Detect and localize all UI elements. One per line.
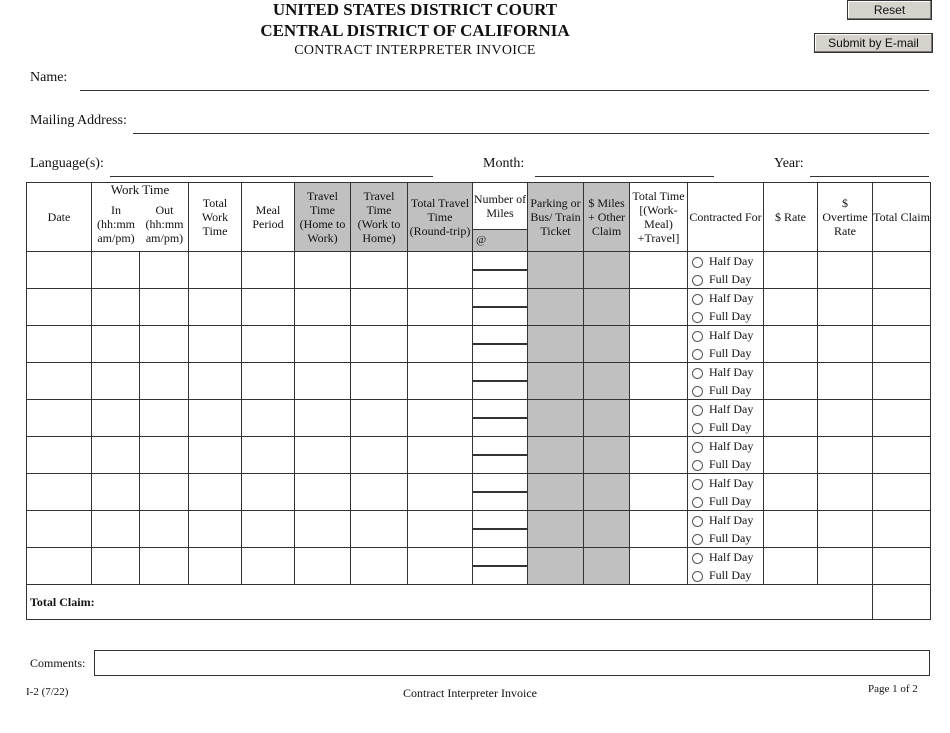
invoice-table (26, 182, 931, 620)
travel-work-home-cell[interactable] (351, 252, 408, 289)
total-travel-cell[interactable] (408, 548, 473, 585)
full-day-option[interactable] (688, 344, 763, 362)
table-row (27, 474, 931, 511)
full-day-label: Full Day (709, 383, 752, 397)
full-day-option[interactable] (688, 307, 763, 325)
time-in-cell[interactable] (92, 326, 140, 363)
miles-other-cell[interactable] (584, 289, 630, 326)
meal-period-cell[interactable] (242, 548, 295, 585)
work-time-label: Work Time (110, 182, 170, 197)
parking-cell[interactable] (528, 474, 584, 511)
contracted-cell (688, 400, 764, 437)
travel-home-work-cell[interactable] (295, 400, 351, 437)
radio-icon[interactable] (692, 386, 703, 397)
table-header-row (27, 183, 931, 252)
full-day-option[interactable] (688, 529, 763, 547)
total-travel-cell[interactable] (408, 474, 473, 511)
total-travel-cell[interactable] (408, 437, 473, 474)
half-day-option[interactable] (688, 252, 763, 270)
rate-cell[interactable] (764, 511, 818, 548)
col-out-header: Out (hh:mm am/pm) (145, 203, 184, 245)
col-total-time-header: Total Time [(Work-Meal) +Travel] (630, 183, 688, 252)
total-time-cell[interactable] (630, 437, 688, 474)
half-day-label: Half Day (709, 550, 754, 564)
miles-cell[interactable] (473, 252, 528, 289)
travel-work-home-cell[interactable] (351, 511, 408, 548)
half-day-label: Half Day (709, 328, 754, 342)
rate-cell[interactable] (764, 326, 818, 363)
mailing-address-field[interactable] (133, 133, 929, 134)
miles-other-cell[interactable] (584, 548, 630, 585)
travel-home-work-cell[interactable] (295, 511, 351, 548)
radio-icon[interactable] (692, 442, 703, 453)
travel-work-home-cell[interactable] (351, 289, 408, 326)
language-label: Language(s): (30, 156, 104, 171)
overtime-rate-cell[interactable] (818, 326, 873, 363)
table-row (27, 437, 931, 474)
full-day-option[interactable] (688, 566, 763, 584)
miles-input[interactable] (473, 492, 527, 493)
total-work-cell[interactable] (189, 289, 242, 326)
half-day-label: Half Day (709, 365, 754, 379)
col-contracted-header: Contracted For (688, 183, 764, 252)
miles-other-cell[interactable] (584, 511, 630, 548)
time-out-cell[interactable] (140, 289, 189, 326)
overtime-rate-cell[interactable] (818, 289, 873, 326)
contracted-cell (688, 511, 764, 548)
date-cell[interactable] (27, 326, 92, 363)
total-work-cell[interactable] (189, 326, 242, 363)
total-travel-cell[interactable] (408, 326, 473, 363)
rate-cell[interactable] (764, 474, 818, 511)
parking-cell[interactable] (528, 363, 584, 400)
year-field[interactable] (810, 176, 929, 177)
col-rate-header: $ Rate (764, 183, 818, 252)
total-claim-cell[interactable] (873, 326, 931, 363)
language-field[interactable] (110, 176, 433, 177)
col-date-header: Date (27, 183, 92, 252)
time-out-cell[interactable] (140, 400, 189, 437)
table-row (27, 289, 931, 326)
col-total-work-header: Total Work Time (189, 183, 242, 252)
total-work-cell[interactable] (189, 474, 242, 511)
full-day-label: Full Day (709, 457, 752, 471)
total-work-cell[interactable] (189, 363, 242, 400)
month-field[interactable] (535, 176, 714, 177)
table-row (27, 548, 931, 585)
travel-work-home-cell[interactable] (351, 363, 408, 400)
date-cell[interactable] (27, 511, 92, 548)
date-cell[interactable] (27, 363, 92, 400)
miles-input[interactable] (473, 307, 527, 308)
contracted-cell (688, 437, 764, 474)
radio-icon[interactable] (692, 534, 703, 545)
overtime-rate-cell[interactable] (818, 400, 873, 437)
rate-cell[interactable] (764, 548, 818, 585)
month-label: Month: (483, 156, 525, 171)
meal-period-cell[interactable] (242, 437, 295, 474)
travel-home-work-cell[interactable] (295, 548, 351, 585)
time-out-cell[interactable] (140, 363, 189, 400)
radio-icon[interactable] (692, 516, 703, 527)
date-cell[interactable] (27, 289, 92, 326)
meal-period-cell[interactable] (242, 474, 295, 511)
miles-input[interactable] (473, 566, 527, 567)
submit-email-button[interactable]: Submit by E-mail (814, 33, 933, 53)
half-day-label: Half Day (709, 439, 754, 453)
radio-icon[interactable] (692, 497, 703, 508)
total-time-cell[interactable] (630, 363, 688, 400)
col-meal-header: Meal Period (242, 183, 295, 252)
half-day-label: Half Day (709, 254, 754, 268)
total-time-cell[interactable] (630, 252, 688, 289)
overtime-rate-cell[interactable] (818, 363, 873, 400)
meal-period-cell[interactable] (242, 326, 295, 363)
full-day-label: Full Day (709, 531, 752, 545)
miles-cell[interactable] (473, 474, 528, 511)
full-day-option[interactable] (688, 418, 763, 436)
total-travel-cell[interactable] (408, 511, 473, 548)
miles-other-cell[interactable] (584, 437, 630, 474)
full-day-option[interactable] (688, 381, 763, 399)
time-out-cell[interactable] (140, 474, 189, 511)
time-out-cell[interactable] (140, 437, 189, 474)
col-in-header: In (hh:mm am/pm) (97, 203, 135, 245)
time-in-cell[interactable] (92, 474, 140, 511)
half-day-option[interactable] (688, 437, 763, 455)
date-cell[interactable] (27, 252, 92, 289)
overtime-rate-cell[interactable] (818, 474, 873, 511)
comments-label: Comments: (30, 656, 86, 670)
half-day-label: Half Day (709, 513, 754, 527)
miles-cell[interactable] (473, 363, 528, 400)
col-miles-other-header: $ Miles + Other Claim (584, 183, 630, 252)
full-day-option[interactable] (688, 492, 763, 510)
page-number: Page 1 of 2 (868, 683, 918, 695)
table-row (27, 326, 931, 363)
total-time-cell[interactable] (630, 474, 688, 511)
radio-icon[interactable] (692, 571, 703, 582)
footer-title: Contract Interpreter Invoice (403, 686, 537, 700)
radio-icon[interactable] (692, 275, 703, 286)
grand-total-field[interactable] (873, 585, 931, 620)
total-time-cell[interactable] (630, 289, 688, 326)
rate-cell[interactable] (764, 252, 818, 289)
parking-cell[interactable] (528, 548, 584, 585)
radio-icon[interactable] (692, 312, 703, 323)
total-claim-cell[interactable] (873, 437, 931, 474)
travel-work-home-cell[interactable] (351, 326, 408, 363)
miles-other-cell[interactable] (584, 252, 630, 289)
full-day-label: Full Day (709, 309, 752, 323)
full-day-label: Full Day (709, 272, 752, 286)
full-day-label: Full Day (709, 346, 752, 360)
contracted-cell (688, 363, 764, 400)
travel-home-work-cell[interactable] (295, 326, 351, 363)
meal-period-cell[interactable] (242, 363, 295, 400)
time-in-cell[interactable] (92, 548, 140, 585)
total-work-cell[interactable] (189, 252, 242, 289)
comments-field[interactable] (94, 650, 930, 676)
total-travel-cell[interactable] (408, 252, 473, 289)
half-day-option[interactable] (688, 400, 763, 418)
half-day-label: Half Day (709, 291, 754, 305)
radio-icon[interactable] (692, 349, 703, 360)
parking-cell[interactable] (528, 437, 584, 474)
time-out-cell[interactable] (140, 511, 189, 548)
rate-cell[interactable] (764, 363, 818, 400)
table-row (27, 400, 931, 437)
radio-icon[interactable] (692, 294, 703, 305)
half-day-option[interactable] (688, 289, 763, 307)
total-work-cell[interactable] (189, 548, 242, 585)
miles-other-cell[interactable] (584, 326, 630, 363)
total-travel-cell[interactable] (408, 363, 473, 400)
total-claim-cell[interactable] (873, 289, 931, 326)
radio-icon[interactable] (692, 479, 703, 490)
total-travel-cell[interactable] (408, 289, 473, 326)
travel-home-work-cell[interactable] (295, 437, 351, 474)
total-claim-cell[interactable] (873, 474, 931, 511)
total-claim-cell[interactable] (873, 252, 931, 289)
year-label: Year: (774, 156, 804, 171)
travel-work-home-cell[interactable] (351, 400, 408, 437)
travel-work-home-cell[interactable] (351, 474, 408, 511)
total-claim-cell[interactable] (873, 511, 931, 548)
meal-period-cell[interactable] (242, 252, 295, 289)
date-cell[interactable] (27, 474, 92, 511)
miles-input[interactable] (473, 381, 527, 382)
half-day-label: Half Day (709, 402, 754, 416)
total-claim-label: Total Claim: (27, 585, 873, 620)
total-work-cell[interactable] (189, 437, 242, 474)
miles-cell[interactable] (473, 511, 528, 548)
overtime-rate-cell[interactable] (818, 511, 873, 548)
total-work-cell[interactable] (189, 400, 242, 437)
travel-home-work-cell[interactable] (295, 252, 351, 289)
time-in-cell[interactable] (92, 252, 140, 289)
contracted-cell (688, 548, 764, 585)
radio-icon[interactable] (692, 368, 703, 379)
total-time-cell[interactable] (630, 400, 688, 437)
form-id: I-2 (7/22) (26, 686, 69, 698)
miles-input[interactable] (473, 270, 527, 271)
col-travel-home-work-header: Travel Time (Home to Work) (295, 183, 351, 252)
col-total-claim-header: Total Claim (873, 183, 931, 252)
miles-cell[interactable] (473, 289, 528, 326)
travel-home-work-cell[interactable] (295, 474, 351, 511)
full-day-label: Full Day (709, 420, 752, 434)
full-day-label: Full Day (709, 568, 752, 582)
radio-icon[interactable] (692, 553, 703, 564)
meal-period-cell[interactable] (242, 511, 295, 548)
name-field[interactable] (80, 90, 929, 91)
date-cell[interactable] (27, 437, 92, 474)
name-label: Name: (30, 70, 68, 85)
total-time-cell[interactable] (630, 511, 688, 548)
table-row (27, 363, 931, 400)
miles-other-cell[interactable] (584, 400, 630, 437)
radio-icon[interactable] (692, 460, 703, 471)
form-title: CONTRACT INTERPRETER INVOICE (294, 43, 536, 58)
radio-icon[interactable] (692, 405, 703, 416)
miles-cell[interactable] (473, 548, 528, 585)
col-overtime-header: $ Overtime Rate (818, 183, 873, 252)
rate-cell[interactable] (764, 289, 818, 326)
full-day-option[interactable] (688, 270, 763, 288)
miles-cell[interactable] (473, 400, 528, 437)
col-miles-header (473, 183, 528, 252)
travel-home-work-cell[interactable] (295, 363, 351, 400)
meal-period-cell[interactable] (242, 400, 295, 437)
table-row (27, 252, 931, 289)
half-day-option[interactable] (688, 363, 763, 381)
parking-cell[interactable] (528, 252, 584, 289)
total-time-cell[interactable] (630, 326, 688, 363)
time-out-cell[interactable] (140, 548, 189, 585)
half-day-option[interactable] (688, 474, 763, 492)
miles-cell[interactable] (473, 326, 528, 363)
meal-period-cell[interactable] (242, 289, 295, 326)
time-in-cell[interactable] (92, 437, 140, 474)
overtime-rate-cell[interactable] (818, 252, 873, 289)
time-in-cell[interactable] (92, 289, 140, 326)
total-travel-cell[interactable] (408, 400, 473, 437)
parking-cell[interactable] (528, 289, 584, 326)
radio-icon[interactable] (692, 423, 703, 434)
half-day-option[interactable] (688, 511, 763, 529)
col-work-time-header (92, 183, 189, 252)
half-day-option[interactable] (688, 548, 763, 566)
miles-input[interactable] (473, 418, 527, 419)
total-claim-cell[interactable] (873, 548, 931, 585)
col-parking-header: Parking or Bus/ Train Ticket (528, 183, 584, 252)
rate-cell[interactable] (764, 400, 818, 437)
contracted-cell (688, 326, 764, 363)
total-claim-cell[interactable] (873, 400, 931, 437)
overtime-rate-cell[interactable] (818, 437, 873, 474)
table-row (27, 511, 931, 548)
time-out-cell[interactable] (140, 252, 189, 289)
total-claim-row (27, 585, 931, 620)
miles-cell[interactable] (473, 437, 528, 474)
parking-cell[interactable] (528, 400, 584, 437)
half-day-label: Half Day (709, 476, 754, 490)
contracted-cell (688, 252, 764, 289)
travel-home-work-cell[interactable] (295, 289, 351, 326)
overtime-rate-cell[interactable] (818, 548, 873, 585)
miles-input[interactable] (473, 455, 527, 456)
full-day-label: Full Day (709, 494, 752, 508)
reset-button[interactable]: Reset (847, 0, 932, 20)
parking-cell[interactable] (528, 326, 584, 363)
radio-icon[interactable] (692, 331, 703, 342)
court-name-line2: CENTRAL DISTRICT OF CALIFORNIA (260, 21, 570, 40)
mailing-address-label: Mailing Address: (30, 113, 127, 128)
col-total-travel-header: Total Travel Time (Round-trip) (408, 183, 473, 252)
miles-other-cell[interactable] (584, 363, 630, 400)
date-cell[interactable] (27, 400, 92, 437)
time-in-cell[interactable] (92, 511, 140, 548)
miles-label: Number of Miles (473, 183, 527, 230)
total-work-cell[interactable] (189, 511, 242, 548)
miles-input[interactable] (473, 529, 527, 530)
miles-rate-label: @ (476, 234, 487, 246)
total-time-cell[interactable] (630, 548, 688, 585)
court-name-line1: UNITED STATES DISTRICT COURT (272, 0, 558, 19)
time-in-cell[interactable] (92, 363, 140, 400)
travel-work-home-cell[interactable] (351, 437, 408, 474)
rate-cell[interactable] (764, 437, 818, 474)
date-cell[interactable] (27, 548, 92, 585)
travel-work-home-cell[interactable] (351, 548, 408, 585)
time-out-cell[interactable] (140, 326, 189, 363)
contracted-cell (688, 474, 764, 511)
full-day-option[interactable] (688, 455, 763, 473)
half-day-option[interactable] (688, 326, 763, 344)
total-claim-cell[interactable] (873, 363, 931, 400)
radio-icon[interactable] (692, 257, 703, 268)
parking-cell[interactable] (528, 511, 584, 548)
time-in-cell[interactable] (92, 400, 140, 437)
miles-input[interactable] (473, 344, 527, 345)
contracted-cell (688, 289, 764, 326)
col-travel-work-home-header: Travel Time (Work to Home) (351, 183, 408, 252)
miles-other-cell[interactable] (584, 474, 630, 511)
